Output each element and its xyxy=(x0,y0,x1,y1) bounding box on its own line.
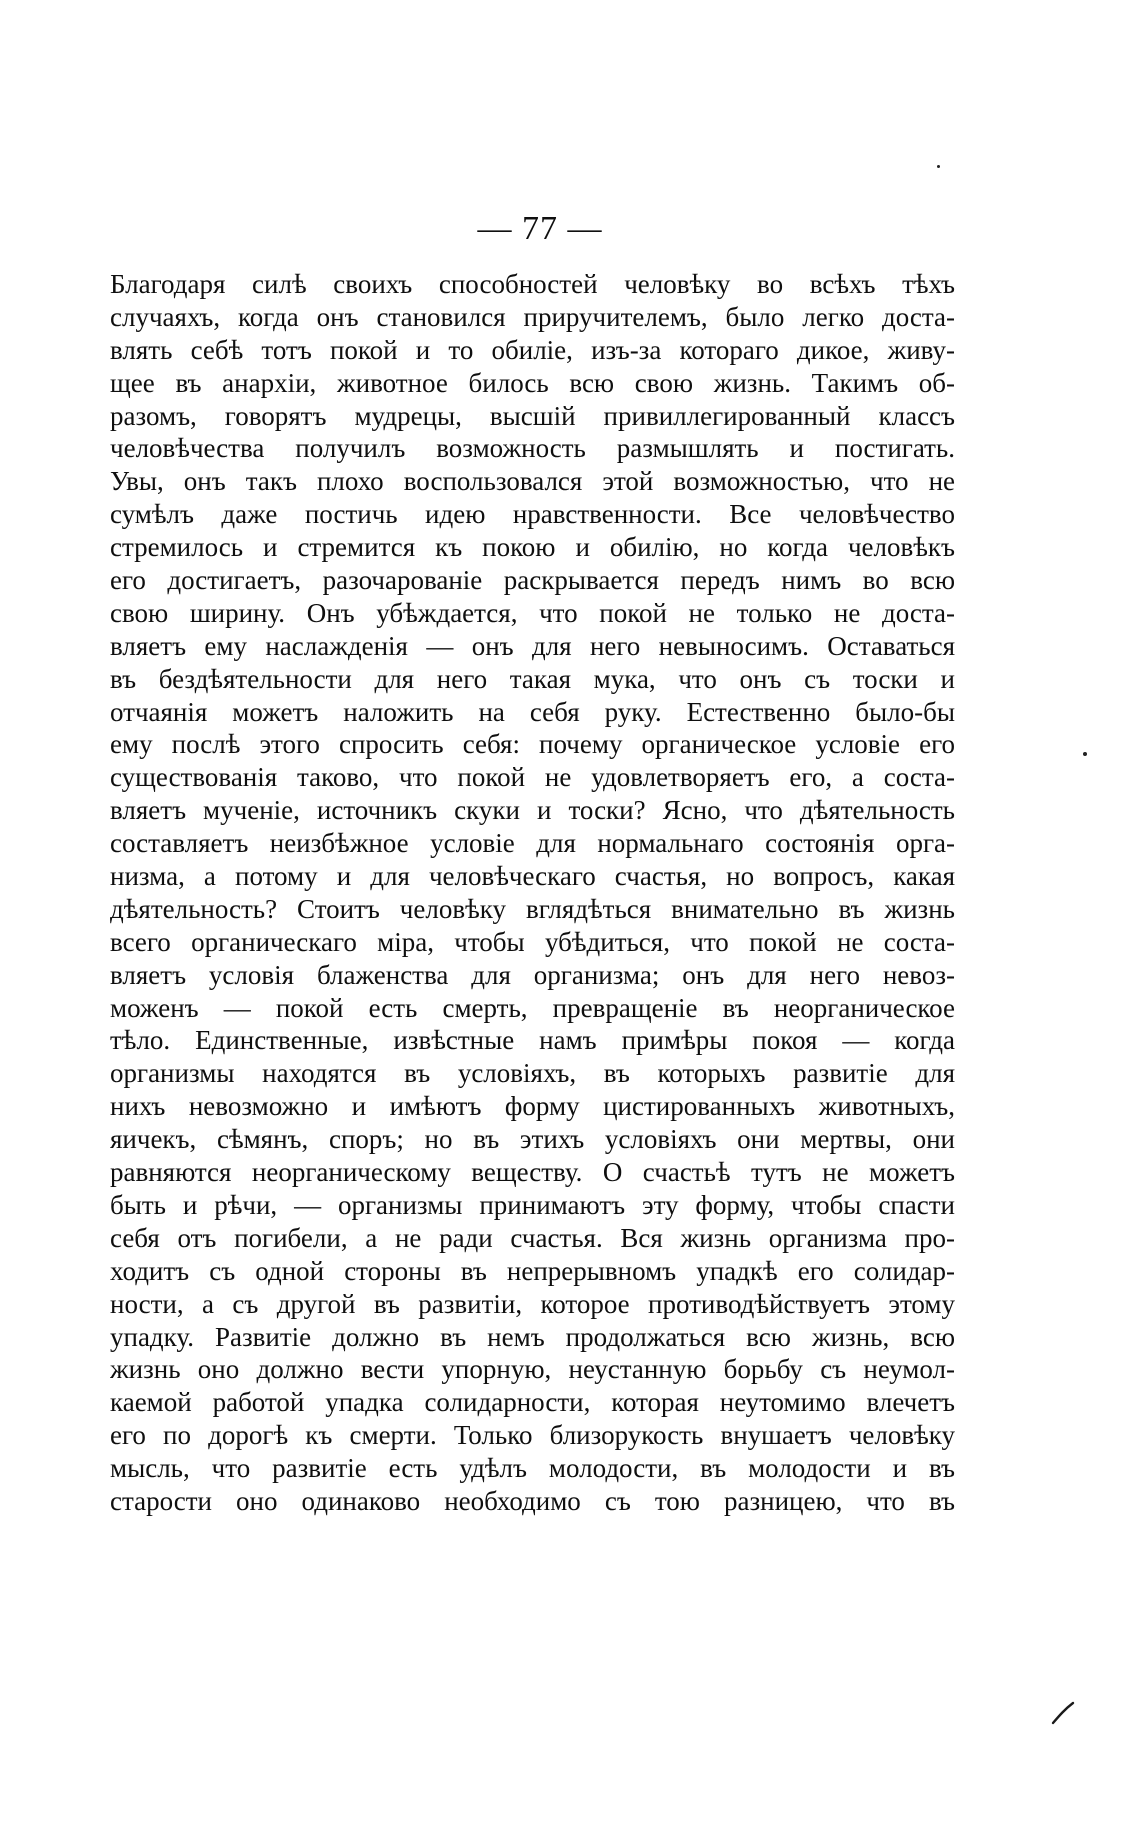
text-line: моженъ — покой есть смерть, превращеніе въ неорганическое xyxy=(110,992,955,1023)
text-line: человѣчества получилъ возможность размышлять и постигать. xyxy=(110,433,955,464)
text-line: щее въ анархіи, животное билось всю свою жизнь. Такимъ об- xyxy=(110,367,955,398)
text-line: случаяхъ, когда онъ становился приручителемъ, было легко доста- xyxy=(110,301,955,332)
text-line: нихъ невозможно и имѣютъ форму цистированныхъ животныхъ, xyxy=(110,1091,955,1122)
text-line: въ бездѣятельности для него такая мука, что онъ съ тоски и xyxy=(110,663,955,694)
text-line: составляетъ неизбѣжное условіе для нормальнаго состоянія орга- xyxy=(110,828,955,859)
text-line: мысль, что развитіе есть удѣлъ молодости, въ молодости и въ xyxy=(110,1453,955,1484)
text-line: жизнь оно должно вести упорную, неустанную борьбу съ неумол- xyxy=(110,1354,955,1385)
page-number: — 77 — xyxy=(477,210,603,247)
text-line: отчаянія можетъ наложить на себя руку. Естественно было-бы xyxy=(110,696,955,727)
text-line: вляетъ мученіе, источникъ скуки и тоски? Ясно, что дѣятельность xyxy=(110,795,955,826)
text-line: всего органическаго міра, чтобы убѣдиться, что покой не соста- xyxy=(110,926,955,957)
text-line: тѣло. Единственные, извѣстные намъ примѣры покоя — когда xyxy=(110,1025,955,1056)
text-line: ходитъ съ одной стороны въ непрерывномъ упадкѣ его солидар- xyxy=(110,1255,955,1286)
text-line: быть и рѣчи, — организмы принимаютъ эту форму, чтобы спасти xyxy=(110,1189,955,1220)
ink-speck xyxy=(1083,752,1087,756)
text-line: дѣятельность? Стоитъ человѣку вглядѣться внимательно въ жизнь xyxy=(110,893,955,924)
text-line: разомъ, говорятъ мудрецы, высшій привиллегированный классъ xyxy=(110,400,955,431)
text-line: сумѣлъ даже постичь идею нравственности. Все человѣчество xyxy=(110,499,955,530)
text-line: ему послѣ этого спросить себя: почему органическое условіе его xyxy=(110,729,955,760)
text-line: себя отъ погибели, а не ради счастья. Вся жизнь организма про- xyxy=(110,1222,955,1253)
text-line: яичекъ, сѣмянъ, споръ; но въ этихъ условіяхъ они мертвы, они xyxy=(110,1124,955,1155)
text-line: вляетъ условія блаженства для организма; онъ для него невоз- xyxy=(110,959,955,990)
body-text xyxy=(110,268,955,1518)
text-line: старости оно одинаково необходимо съ тою разницею, что въ xyxy=(110,1485,955,1516)
text-line: существованія таково, что покой не удовлетворяетъ его, а соста- xyxy=(110,762,955,793)
text-line: низма, а потому и для человѣческаго счастья, но вопросъ, какая xyxy=(110,861,955,892)
text-line: каемой работой упадка солидарности, которая неутомимо влечетъ xyxy=(110,1387,955,1418)
text-line: Увы, онъ такъ плохо воспользовался этой возможностью, что не xyxy=(110,466,955,497)
text-line: его по дорогѣ къ смерти. Только близорукость внушаетъ человѣку xyxy=(110,1420,955,1451)
text-line: Благодаря силѣ своихъ способностей человѣку во всѣхъ тѣхъ xyxy=(110,269,955,299)
text-line: его достигаетъ, разочарованіе раскрывается передъ нимъ во всю xyxy=(110,565,955,596)
text-line: равняются неорганическому веществу. О счастьѣ тутъ не можетъ xyxy=(110,1157,955,1188)
text-line: организмы находятся въ условіяхъ, въ которыхъ развитіе для xyxy=(110,1058,955,1089)
text-line: стремилось и стремится къ покою и обилію, но когда человѣкъ xyxy=(110,532,955,563)
text-line: свою ширину. Онъ убѣждается, что покой не только не доста- xyxy=(110,597,955,628)
text-line: вляетъ ему наслажденія — онъ для него невыносимъ. Оставаться xyxy=(110,630,955,661)
ink-speck xyxy=(937,165,940,168)
text-line: ности, а съ другой въ развитіи, которое противодѣйствуетъ этому xyxy=(110,1288,955,1319)
pencil-mark-icon xyxy=(1050,1700,1076,1726)
text-line: влять себѣ тотъ покой и то обиліе, изъ-за котораго дикое, живу- xyxy=(110,334,955,365)
text-line: упадку. Развитіе должно въ немъ продолжаться всю жизнь, всю xyxy=(110,1321,955,1352)
